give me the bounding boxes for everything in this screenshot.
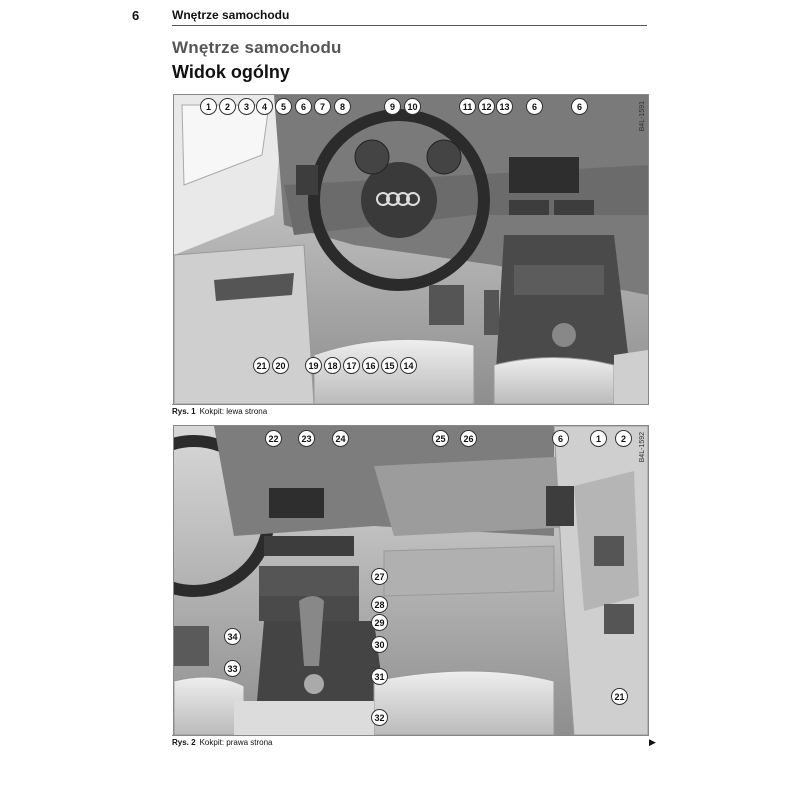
callout-21: 21: [253, 357, 270, 374]
callout-7: 7: [314, 98, 331, 115]
callout-6: 6: [552, 430, 569, 447]
callout-24: 24: [332, 430, 349, 447]
callout-22: 22: [265, 430, 282, 447]
figure-caption: [172, 735, 647, 747]
figure-cockpit-right: [173, 425, 649, 736]
page-number: 6: [132, 8, 140, 23]
caption-text: Kokpit: lewa strona: [199, 407, 268, 416]
callout-16: 16: [362, 357, 379, 374]
callout-1: 1: [200, 98, 217, 115]
callout-5: 5: [275, 98, 292, 115]
callout-29: 29: [371, 614, 388, 631]
continue-arrow-icon: ▶: [649, 737, 656, 747]
callout-11: 11: [459, 98, 476, 115]
caption-label: Rys. 1: [172, 407, 196, 416]
callout-6c: 6: [571, 98, 588, 115]
callout-3: 3: [238, 98, 255, 115]
caption-text: Kokpit: prawa strona: [199, 738, 273, 747]
callout-2: 2: [219, 98, 236, 115]
callout-8: 8: [334, 98, 351, 115]
callout-13: 13: [496, 98, 513, 115]
callout-31: 31: [371, 668, 388, 685]
callout-20: 20: [272, 357, 289, 374]
section-title: Wnętrze samochodu: [172, 38, 342, 57]
callout-25: 25: [432, 430, 449, 447]
callout-1: 1: [590, 430, 607, 447]
callout-6b: 6: [526, 98, 543, 115]
callout-14: 14: [400, 357, 417, 374]
callout-6: 6: [295, 98, 312, 115]
cockpit-right-illustration: [174, 426, 648, 735]
callout-17: 17: [343, 357, 360, 374]
callout-19: 19: [305, 357, 322, 374]
callout-33: 33: [224, 660, 241, 677]
callout-30: 30: [371, 636, 388, 653]
callout-18: 18: [324, 357, 341, 374]
header-rule: [172, 25, 647, 26]
figure-cockpit-left: [173, 94, 649, 405]
callout-10: 10: [404, 98, 421, 115]
callout-28: 28: [371, 596, 388, 613]
callout-27: 27: [371, 568, 388, 585]
callout-21: 21: [611, 688, 628, 705]
figure-caption: [172, 404, 647, 416]
callout-9: 9: [384, 98, 401, 115]
callout-26: 26: [460, 430, 477, 447]
callout-32: 32: [371, 709, 388, 726]
figure-id: B4L-1592: [639, 432, 646, 463]
callout-15: 15: [381, 357, 398, 374]
callout-2: 2: [615, 430, 632, 447]
callout-34: 34: [224, 628, 241, 645]
caption-label: Rys. 2: [172, 738, 196, 747]
running-header: Wnętrze samochodu: [172, 8, 290, 22]
callout-12: 12: [478, 98, 495, 115]
figure-id: B4L-1591: [639, 101, 646, 132]
callout-23: 23: [298, 430, 315, 447]
callout-4: 4: [256, 98, 273, 115]
subsection-title: Widok ogólny: [172, 62, 290, 82]
